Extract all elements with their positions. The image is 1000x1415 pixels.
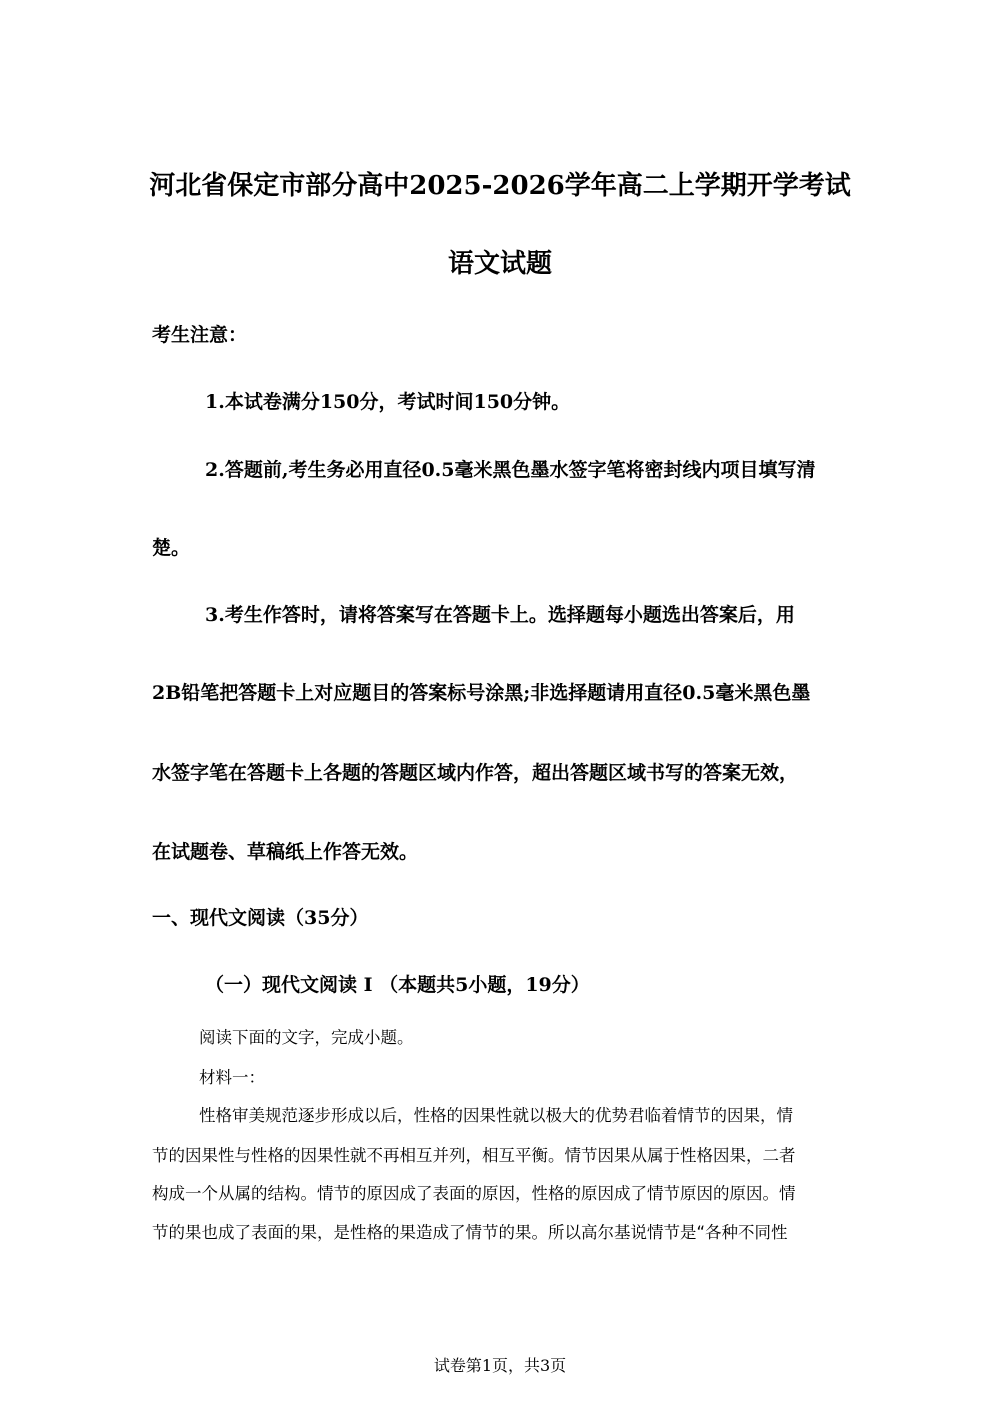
- passage-line-4: 节的果也成了表面的果，是性格的果造成了情节的果。所以高尔基说情节是“各种不同性: [152, 1223, 788, 1242]
- notice-item-3-line-1: 3.考生作答时，请将答案写在答题卡上。选择题每小题选出答案后，用: [205, 604, 795, 626]
- exam-title: 河北省保定市部分高中2025-2026学年高二上学期开学考试: [149, 171, 851, 201]
- passage-line-2: 节的因果性与性格的因果性就不再相互并列，相互平衡。情节因果从属于性格因果，二者: [152, 1146, 796, 1165]
- material-label: 材料一：: [199, 1068, 265, 1087]
- page-footer: 试卷第1页，共3页: [433, 1356, 567, 1375]
- notice-heading: 考生注意：: [152, 324, 248, 346]
- notice-item-1: 1.本试卷满分150分，考试时间150分钟。: [205, 391, 571, 413]
- notice-item-3-line-3: 水签字笔在答题卡上各题的答题区域内作答，超出答题区域书写的答案无效，: [152, 762, 799, 784]
- notice-item-3-line-2: 2B铅笔把答题卡上对应题目的答案标号涂黑;非选择题请用直径0.5毫米黑色墨: [152, 682, 811, 704]
- subsection-heading: （一）现代文阅读 I （本题共5小题，19分）: [205, 974, 590, 996]
- exam-subtitle: 语文试题: [447, 249, 552, 279]
- passage-instruction: 阅读下面的文字，完成小题。: [199, 1028, 414, 1047]
- section-heading: 一、现代文阅读（35分）: [152, 907, 369, 929]
- passage-line-1: 性格审美规范逐步形成以后，性格的因果性就以极大的优势君临着情节的因果，情: [199, 1106, 793, 1125]
- passage-line-3: 构成一个从属的结构。情节的原因成了表面的原因，性格的原因成了情节原因的原因。情: [152, 1184, 796, 1203]
- notice-item-3-line-4: 在试题卷、草稿纸上作答无效。: [152, 841, 419, 863]
- notice-item-2-line-2: 楚。: [152, 537, 191, 559]
- notice-item-2-line-1: 2.答题前,考生务必用直径0.5毫米黑色墨水签字笔将密封线内项目填写清: [205, 459, 816, 481]
